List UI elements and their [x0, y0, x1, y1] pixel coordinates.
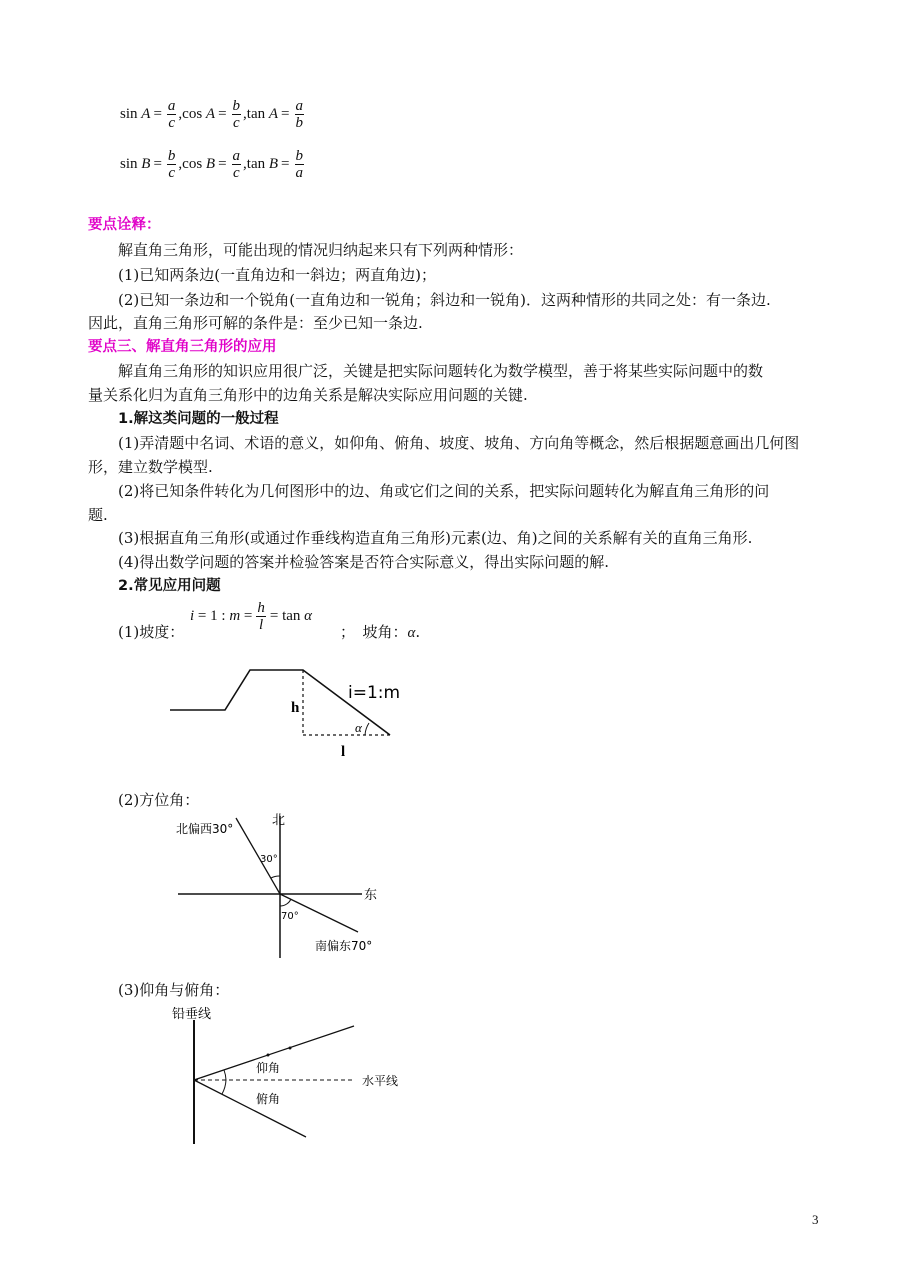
keypoint-case-1: (1)已知两条边(一直角边和一斜边；两直角边)；: [118, 266, 436, 284]
plumb-label: 铅垂线: [172, 1007, 212, 1022]
length-label: l: [341, 744, 346, 760]
depression-angle-label: 俯角: [256, 1092, 281, 1106]
fraction: $\frac{b}{c}$: [232, 98, 241, 131]
keypoint-intro: 解直角三角形，可能出现的情况归纳起来只有下列两种情形：: [118, 241, 524, 259]
point-marker: [267, 1054, 270, 1057]
step-3: (3)根据直角三角形(或通过作垂线构造直角三角形)元素(边、角)之间的关系解有关的直角三角形.: [118, 529, 753, 547]
step-1-cont: 形，建立数学模型.: [88, 458, 213, 476]
se-label: 南偏东70°: [315, 939, 373, 953]
bearing-label: (2)方位角：: [118, 791, 200, 809]
step-1: (1)弄清题中名词、术语的意义，如仰角、俯角、坡度、坡角、方向角等概念，然后根据题意画出几何图: [118, 434, 800, 452]
fraction: $\frac{a}{c}$: [232, 148, 241, 181]
elevation-angle-label: 仰角: [256, 1061, 281, 1075]
subsection-2-title: 2.常见应用问题: [118, 578, 221, 594]
bearing-diagram: [170, 808, 400, 964]
keypoint-case-2: (2)已知一条边和一个锐角(一直角边和一锐角；斜边和一锐角)．这两种情形的共同之处：有一条边.: [118, 291, 771, 309]
se-angle-arc: [280, 899, 291, 906]
east-label: 东: [364, 888, 378, 903]
subsection-1-title: 1.解这类问题的一般过程: [118, 411, 279, 427]
keypoint-title: 要点诠释：: [88, 217, 161, 233]
section-3-para: 解直角三角形的知识应用很广泛，关键是把实际问题转化为数学模型，善于将某些实际问题中的数: [118, 362, 764, 380]
depression-angle-arc: [222, 1080, 226, 1094]
fraction: $\frac{a}{c}$: [167, 98, 176, 131]
fraction: $\frac{b}{c}$: [167, 148, 176, 181]
slope-formula: i = 1 : m = $\frac{h}{l}$ = tan α: [190, 600, 313, 633]
section-3-title: 要点三、解直角三角形的应用: [88, 339, 277, 355]
page-number: 3: [812, 1212, 819, 1227]
height-label: h: [291, 700, 300, 716]
step-4: (4)得出数学问题的答案并检验答案是否符合实际意义，得出实际问题的解.: [118, 553, 610, 571]
nw-angle-label: 30°: [260, 854, 278, 865]
slope-ratio-label: i=1:m: [348, 683, 401, 703]
point-marker: [289, 1047, 292, 1050]
fraction: $\frac{a}{b}$: [295, 98, 304, 131]
slope-diagram: [165, 660, 425, 770]
alpha-label: α: [355, 720, 362, 735]
fraction: $\frac{b}{a}$: [295, 148, 304, 181]
nw-label: 北偏西30°: [176, 822, 234, 836]
fraction: $\frac{h}{l}$: [257, 600, 265, 633]
step-2: (2)将已知条件转化为几何图形中的边、角或它们之间的关系，把实际问题转化为解直角三角形的问: [118, 482, 770, 500]
keypoint-case-2-cont: 因此，直角三角形可解的条件是：至少已知一条边.: [88, 314, 423, 332]
step-2-cont: 题.: [88, 506, 108, 524]
line-of-sight-down: [194, 1080, 306, 1137]
slope-label: (1)坡度：: [118, 623, 185, 641]
nw-angle-arc: [271, 876, 280, 878]
trig-formula-row-a: sin A = $\frac{a}{c}$ , cos A = $\frac{b}{c}$ , tan A = $\frac{a}{b}$: [120, 98, 304, 131]
trig-formula-row-b: sin B = $\frac{b}{c}$ , cos B = $\frac{a}{c}$ , tan B = $\frac{b}{a}$: [120, 148, 304, 181]
elevation-label: (3)仰角与俯角：: [118, 981, 230, 999]
section-3-para-cont: 量关系化归为直角三角形中的边角关系是解决实际应用问题的关键.: [88, 386, 528, 404]
north-label: 北: [272, 813, 286, 828]
se-angle-label: 70°: [281, 911, 299, 922]
slope-angle-label: ； 坡角：α.: [340, 623, 421, 641]
angle-arc: [365, 723, 369, 735]
elevation-angle-arc: [224, 1070, 226, 1080]
horizontal-label: 水平线: [362, 1074, 399, 1088]
elevation-diagram: [170, 1000, 430, 1150]
